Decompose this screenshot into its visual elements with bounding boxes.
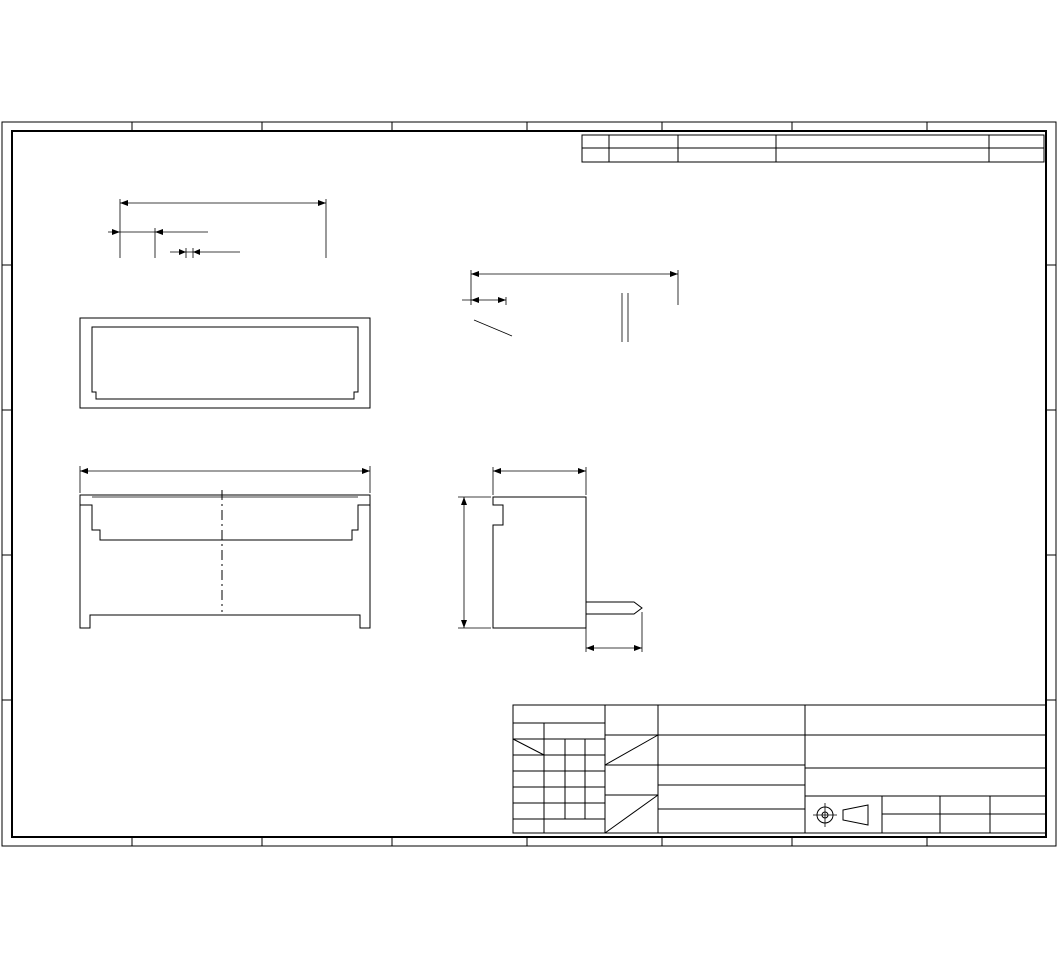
revision-table [582, 135, 1044, 162]
pcb-layout [462, 270, 678, 342]
tolerance-block [513, 705, 605, 833]
title-block [605, 705, 1046, 833]
front-view [80, 466, 370, 628]
top-view [80, 199, 370, 408]
projection-symbol-icon [813, 803, 868, 827]
side-view [458, 467, 642, 652]
